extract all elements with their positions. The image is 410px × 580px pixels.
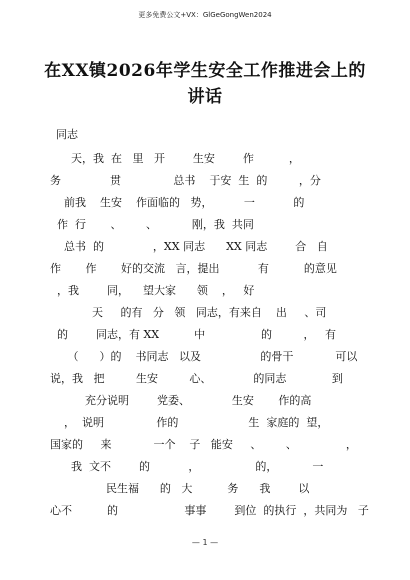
body-line: 务 贯 总书 于安 生 的 ，分 xyxy=(50,174,321,187)
body-line: 天 的有 分 领 同志，有来自 出 、司 xyxy=(50,306,327,319)
page-header: 更多免费公文+VX：GlGeGongWen2024 xyxy=(138,11,272,19)
body-line: （ ）的 书同志 以及 的骨干 可以 xyxy=(50,350,358,363)
body-line: 的 同志，有 XX 中 的 ， 有 xyxy=(50,328,336,341)
body-line: 总书 的 ，XX 同志 XX 同志 合 自 xyxy=(50,240,328,253)
page-number: — 1 — xyxy=(191,538,219,547)
body-line: 国家的 来 一个 子 能安 、 、 ， xyxy=(50,438,357,451)
body-line: 民生福 的 大 务 我 以 xyxy=(50,482,310,495)
body-line: 作 行 、 、 刚，我 共同 xyxy=(50,218,254,231)
body-line: 说，我 把 生安 心、 的同志 到 xyxy=(50,372,343,385)
body-line: 天，我 在 里 开 生安 作 ， xyxy=(50,152,300,165)
body-line: 充分说明 党委、 生安 作的高 xyxy=(50,394,312,407)
body-line: ， 说明 作的 生 家庭的 望， xyxy=(50,416,329,429)
document-title: 在XX镇2026年学生安全工作推进会上的讲话 xyxy=(44,61,366,107)
body-line: 作 作 好的交流 言，提出 有 的意见 xyxy=(50,262,337,275)
body-line: 我 文不 的 ， 的， 一 xyxy=(50,460,324,473)
body-line: ，我 同， 望大家 领 ， 好 xyxy=(50,284,255,297)
greeting: 同志 xyxy=(56,128,78,141)
body-line: 心不 的 事事 到位 的执行 ，共同为 子 xyxy=(50,504,369,517)
body-line: 前我 生安 作面临的 势， 一 的 xyxy=(50,196,305,209)
